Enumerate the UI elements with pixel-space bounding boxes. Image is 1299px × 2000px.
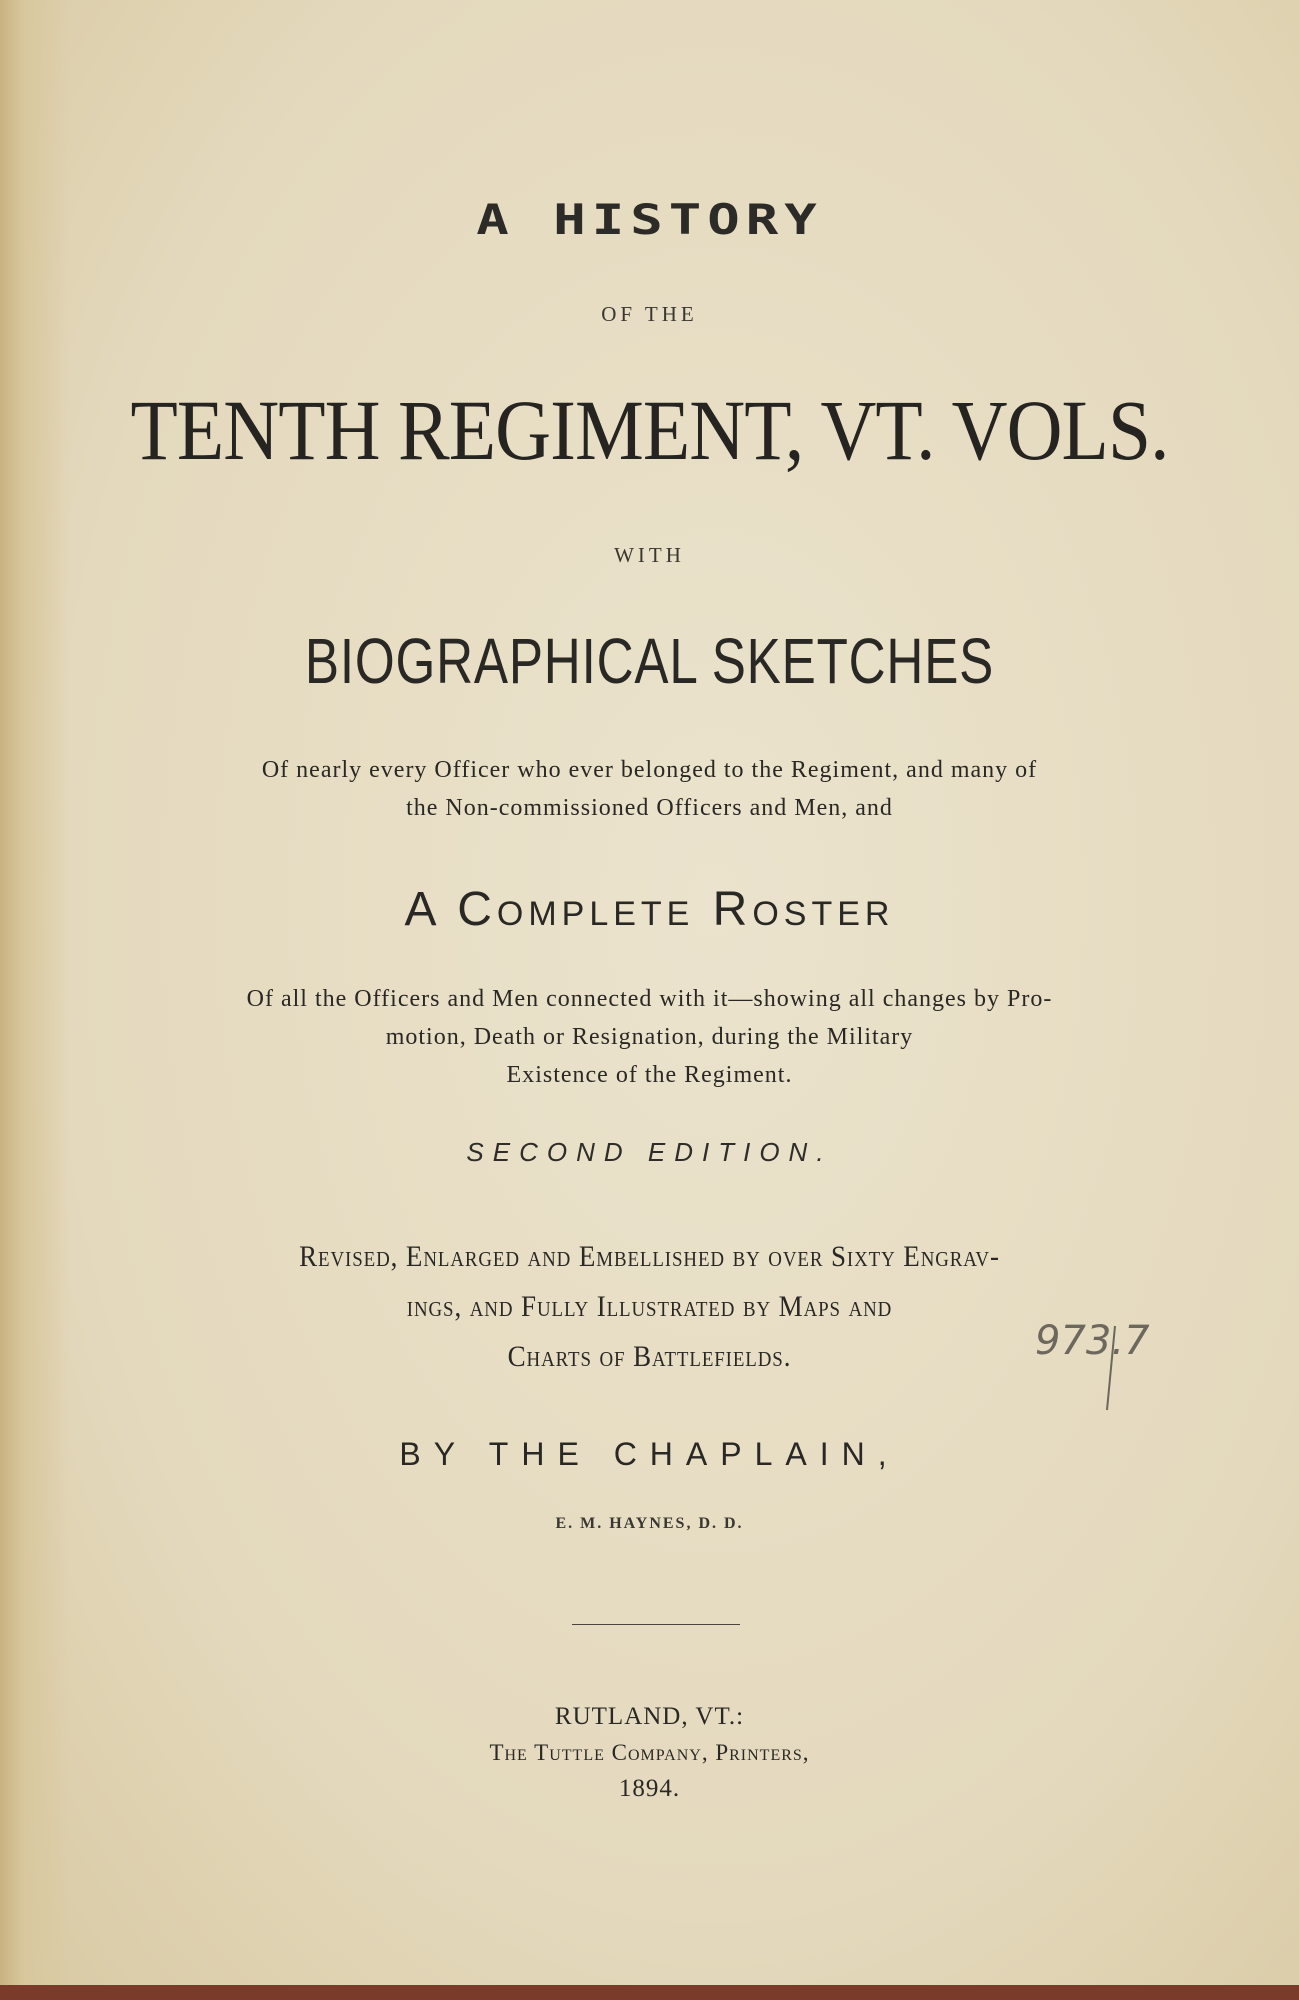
heading-a-history: A HISTORY (476, 194, 823, 245)
revised-line-2: ings, and Fully Illustrated by Maps and (406, 1290, 893, 1323)
pencil-note-text: 973.7 (1035, 1318, 1150, 1364)
revised-line-1: Revised, Enlarged and Embellished by over Sixty Engrav- (299, 1240, 1000, 1273)
roster-line-1: Of all the Officers and Men connected with it—showing all changes by Pro- (246, 986, 1053, 1012)
bottom-edge-strip (0, 1985, 1299, 2000)
edition-label: SECOND EDITION. (466, 1137, 833, 1167)
pencil-stroke-icon (1035, 1318, 1145, 1418)
description-line-2: the Non-commissioned Officers and Men, and (406, 795, 893, 821)
of-the-label: OF THE (601, 302, 698, 326)
by-the-chaplain: BY THE CHAPLAIN, (399, 1436, 900, 1472)
author-name: E. M. HAYNES, D. D. (555, 1515, 744, 1532)
divider-rule (572, 1624, 740, 1625)
biographical-sketches-title: BIOGRAPHICAL SKETCHES (304, 625, 995, 697)
roster-line-3: Existence of the Regiment. (506, 1062, 793, 1088)
imprint-year: 1894. (618, 1775, 681, 1802)
regiment-title: TENTH REGIMENT, VT. VOLS. (130, 382, 1169, 478)
complete-roster-title: A Complete Roster (404, 883, 895, 936)
revised-line-3: Charts of Battlefields. (507, 1340, 792, 1373)
description-line-1: Of nearly every Officer who ever belonged to the Regiment, and many of (261, 757, 1038, 783)
pencil-call-number (1035, 1318, 1150, 1418)
roster-line-2: motion, Death or Resignation, during the Military (385, 1024, 914, 1050)
with-label: WITH (614, 543, 685, 567)
imprint-printer: The Tuttle Company, Printers, (489, 1740, 810, 1765)
imprint-place: RUTLAND, VT.: (554, 1703, 745, 1730)
